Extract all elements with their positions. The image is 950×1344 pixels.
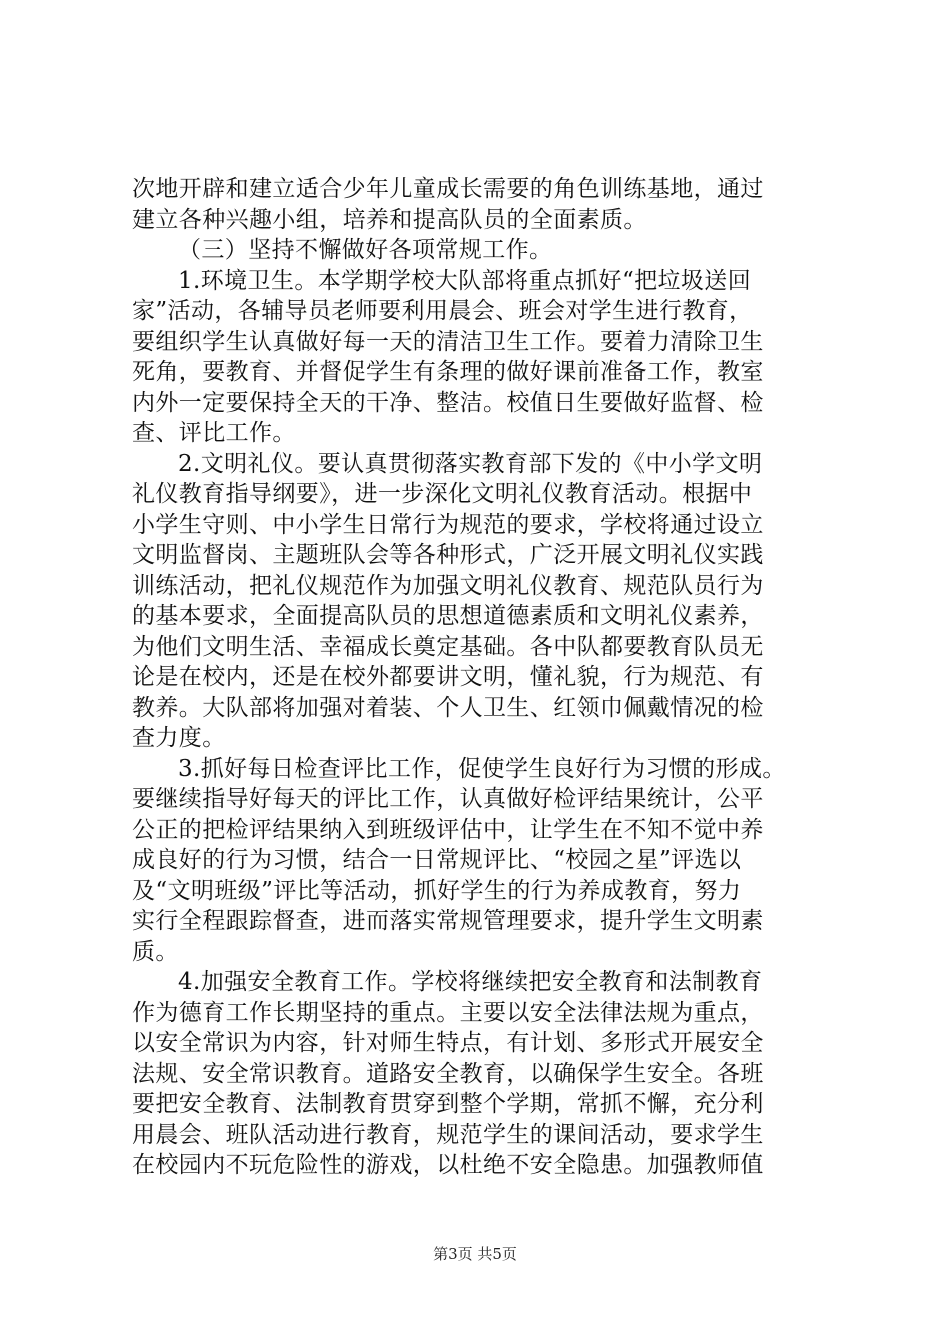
document-body [132,174,832,1181]
text-line: 4.加强安全教育工作。学校将继续把安全教育和法制教育 [178,969,763,995]
text-line: 论是在校内，还是在校外都要讲文明，懂礼貌，行为规范、有 [132,664,764,690]
text-line: 为他们文明生活、幸福成长奠定基础。各中队都要教育队员无 [132,633,764,660]
text-line: 文明监督岗、主题班队会等各种形式，广泛开展文明礼仪实践 [132,542,764,568]
text-line: 1.环境卫生。本学期学校大队部将重点抓好“把垃圾送回 [178,267,752,294]
text-line: 训练活动，把礼仪规范作为加强文明礼仪教育、规范队员行为 [132,572,764,599]
text-line: 要继续指导好每天的评比工作，认真做好检评结果统计，公平 [132,786,764,812]
text-line: 礼仪教育指导纲要》，进一步深化文明礼仪教育活动。根据中 [132,481,753,507]
text-line: 查力度。 [132,725,226,751]
text-line: 内外一定要保持全天的干净、整洁。校值日生要做好监督、检 [132,389,764,416]
text-line: 死角，要教育、并督促学生有条理的做好课前准备工作，教室 [132,359,764,385]
text-line: 法规、安全常识教育。道路安全教育，以确保学生安全。各班 [132,1060,764,1087]
text-line: 实行全程跟踪督查，进而落实常规管理要求，提升学生文明素 [132,908,764,934]
text-line: （三）坚持不懈做好各项常规工作。 [178,237,553,263]
text-line: 查、评比工作。 [132,420,296,446]
text-line: 质。 [132,938,179,965]
text-line: 小学生守则、中小学生日常行为规范的要求，学校将通过设立 [132,511,764,538]
text-line: 次地开辟和建立适合少年儿童成长需要的角色训练基地，通过 [132,176,764,202]
text-line: 教养。大队部将加强对着装、个人卫生、红领巾佩戴情况的检 [132,694,764,721]
text-line: 作为德育工作长期坚持的重点。主要以安全法律法规为重点， [132,999,764,1026]
text-line: 的基本要求，全面提高队员的思想道德素质和文明礼仪素养， [132,603,764,629]
text-line: 以安全常识为内容，针对师生特点，有计划、多形式开展安全 [132,1030,764,1056]
text-line: 成良好的行为习惯，结合一日常规评比、“校园之星”评选以 [132,847,742,873]
text-line: 建立各种兴趣小组，培养和提高队员的全面素质。 [132,206,647,233]
text-line: 公正的把检评结果纳入到班级评估中，让学生在不知不觉中养 [132,816,764,843]
text-line: 及“文明班级”评比等活动，抓好学生的行为养成教育，努力 [132,877,742,904]
text-line: 要组织学生认真做好每一天的清洁卫生工作。要着力清除卫生 [132,328,764,355]
text-line: 用晨会、班队活动进行教育，规范学生的课间活动，要求学生 [132,1121,764,1148]
text-line: 在校园内不玩危险性的游戏，以杜绝不安全隐患。加强教师值 [132,1152,764,1178]
page-footer: 第3页 共5页 [433,1245,517,1263]
text-line: 要把安全教育、法制教育贯穿到整个学期，常抓不懈，充分利 [132,1091,764,1117]
text-line: 3.抓好每日检查评比工作，促使学生良好行为习惯的形成。 [178,755,786,782]
text-line: 家”活动，各辅导员老师要利用晨会、班会对学生进行教育， [132,298,753,324]
text-line: 2.文明礼仪。要认真贯彻落实教育部下发的《中小学文明 [178,450,763,477]
